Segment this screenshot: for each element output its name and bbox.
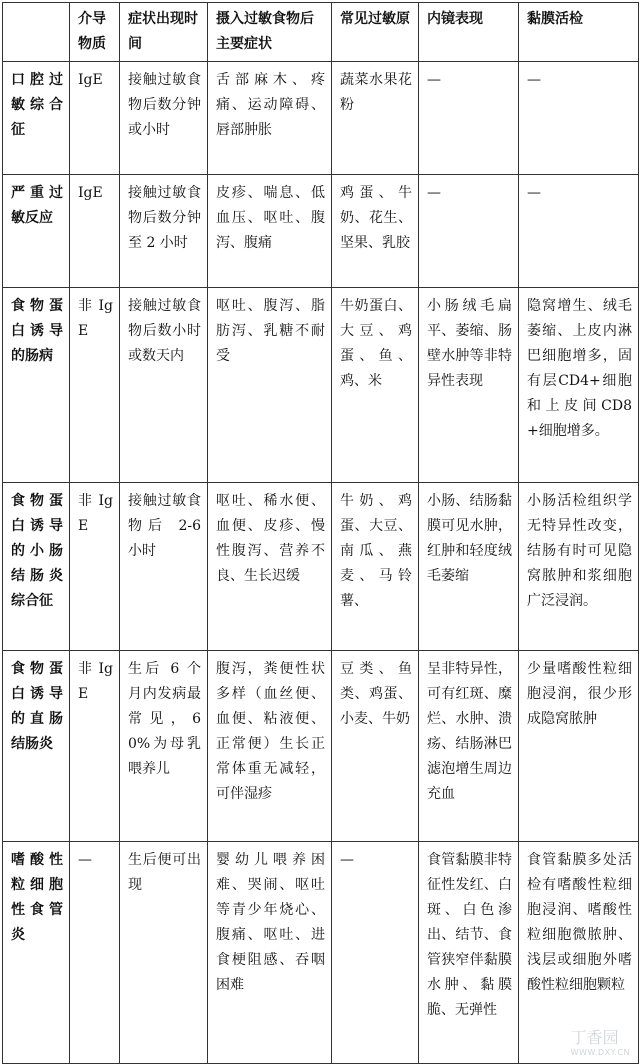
- table-cell: —: [419, 62, 519, 175]
- table-cell: 少量嗜酸性粒细胞浸润，很少形成隐窝脓肿: [519, 651, 639, 842]
- table-cell: 舌部麻木、疼痛、运动障碍、唇部肿胀: [208, 62, 332, 175]
- table-cell: 小肠活检组织学无特异性改变，结肠有时可见隐窝脓肿和浆细胞广泛浸润。: [519, 483, 639, 651]
- table-cell: 牛奶、鸡蛋、大豆、南瓜、燕麦、马铃薯、: [332, 483, 419, 651]
- table-row: [3, 483, 639, 651]
- table-cell: 非 IgE: [70, 483, 120, 651]
- table-cell: —: [419, 175, 519, 288]
- table-cell: 接触过敏食物后 2-6 小时: [120, 483, 208, 651]
- table-cell: 接触过敏食物后数小时或数天内: [120, 288, 208, 483]
- table-cell: 豆类、鱼类、鸡蛋、小麦、牛奶: [332, 651, 419, 842]
- table-cell: 食管黏膜非特征性发红、白斑、白色渗出、结节、食管狭窄伴黏膜水肿、黏膜脆、无弹性: [419, 842, 519, 1064]
- watermark-url: WWW.DXY.CN: [570, 1048, 630, 1057]
- table-cell: 生后便可出现: [120, 842, 208, 1064]
- row-label: 口腔过敏综合征: [3, 62, 70, 175]
- table-cell: 非 IgE: [70, 288, 120, 483]
- watermark-logo: 丁香园: [570, 1028, 619, 1047]
- table-row: [3, 62, 639, 175]
- table-cell: —: [332, 842, 419, 1064]
- header-cell-endoscopy: 内镜表现: [419, 3, 519, 62]
- table-cell: IgE: [70, 175, 120, 288]
- table-cell: 小肠、结肠黏膜可见水肿，红肿和轻度绒毛萎缩: [419, 483, 519, 651]
- allergy-comparison-table: [2, 2, 639, 1064]
- table-row: [3, 651, 639, 842]
- table-cell: 生后 6 个月内发病最常见，60%为母乳喂养儿: [120, 651, 208, 842]
- table-cell: 呕吐、稀水便、血便、皮疹、慢性腹泻、营养不良、生长迟缓: [208, 483, 332, 651]
- table-cell: 隐窝增生、绒毛萎缩、上皮内淋巴细胞增多，固有层CD4+细胞和上皮间CD8+细胞增多。: [519, 288, 639, 483]
- header-cell-corner: [3, 3, 70, 62]
- table-cell: 蔬菜水果花粉: [332, 62, 419, 175]
- row-label: 嗜酸性粒细胞性食管炎: [3, 842, 70, 1064]
- table-cell: 呈非特异性，可有红斑、糜烂、水肿、溃疡、结肠淋巴滤泡增生周边充血: [419, 651, 519, 842]
- row-label: 食物蛋白诱导的肠病: [3, 288, 70, 483]
- row-label: 食物蛋白诱导的直肠结肠炎: [3, 651, 70, 842]
- table-cell: 食管黏膜多处活检有嗜酸性粒细胞浸润、嗜酸性粒细胞微脓肿、浅层或细胞外嗜酸性粒细胞颗粒: [519, 842, 639, 1064]
- header-cell-mediator: 介导物质: [70, 3, 120, 62]
- table-cell: 婴幼儿喂养困难、哭闹、呕吐等青少年烧心、腹痛、呕吐、进食梗阻感、吞咽困难: [208, 842, 332, 1064]
- table-cell: 小肠绒毛扁平、萎缩、肠壁水肿等非特异性表现: [419, 288, 519, 483]
- header-cell-symptoms: 摄入过敏食物后主要症状: [208, 3, 332, 62]
- table-cell: 接触过敏食物后数分钟或小时: [120, 62, 208, 175]
- table-row: [3, 842, 639, 1064]
- row-label: 严重过敏反应: [3, 175, 70, 288]
- table-cell: 非 IgE: [70, 651, 120, 842]
- table-cell: —: [519, 175, 639, 288]
- table-cell: 呕吐、腹泻、脂肪泻、乳糖不耐受: [208, 288, 332, 483]
- header-cell-biopsy: 黏膜活检: [519, 3, 639, 62]
- table-cell: 皮疹、喘息、低血压、呕吐、腹泻、腹痛: [208, 175, 332, 288]
- table-cell: 牛奶蛋白、大豆、鸡蛋、鱼、鸡、米: [332, 288, 419, 483]
- table-row: [3, 175, 639, 288]
- table-cell: 鸡蛋、牛奶、花生、坚果、乳胶: [332, 175, 419, 288]
- table-row: [3, 288, 639, 483]
- table-cell: 腹泻，粪便性状多样（血丝便、血便、粘液便、正常便）生长正常体重无减轻，可伴湿疹: [208, 651, 332, 842]
- table-cell: —: [70, 842, 120, 1064]
- row-label: 食物蛋白诱导的小肠结肠炎综合征: [3, 483, 70, 651]
- header-cell-onset: 症状出现时间: [120, 3, 208, 62]
- header-cell-allergens: 常见过敏原: [332, 3, 419, 62]
- table-cell: 接触过敏食物后数分钟至 2 小时: [120, 175, 208, 288]
- table-cell: IgE: [70, 62, 120, 175]
- site-watermark: [571, 1025, 630, 1057]
- table-cell: —: [519, 62, 639, 175]
- table-header-row: [3, 3, 639, 62]
